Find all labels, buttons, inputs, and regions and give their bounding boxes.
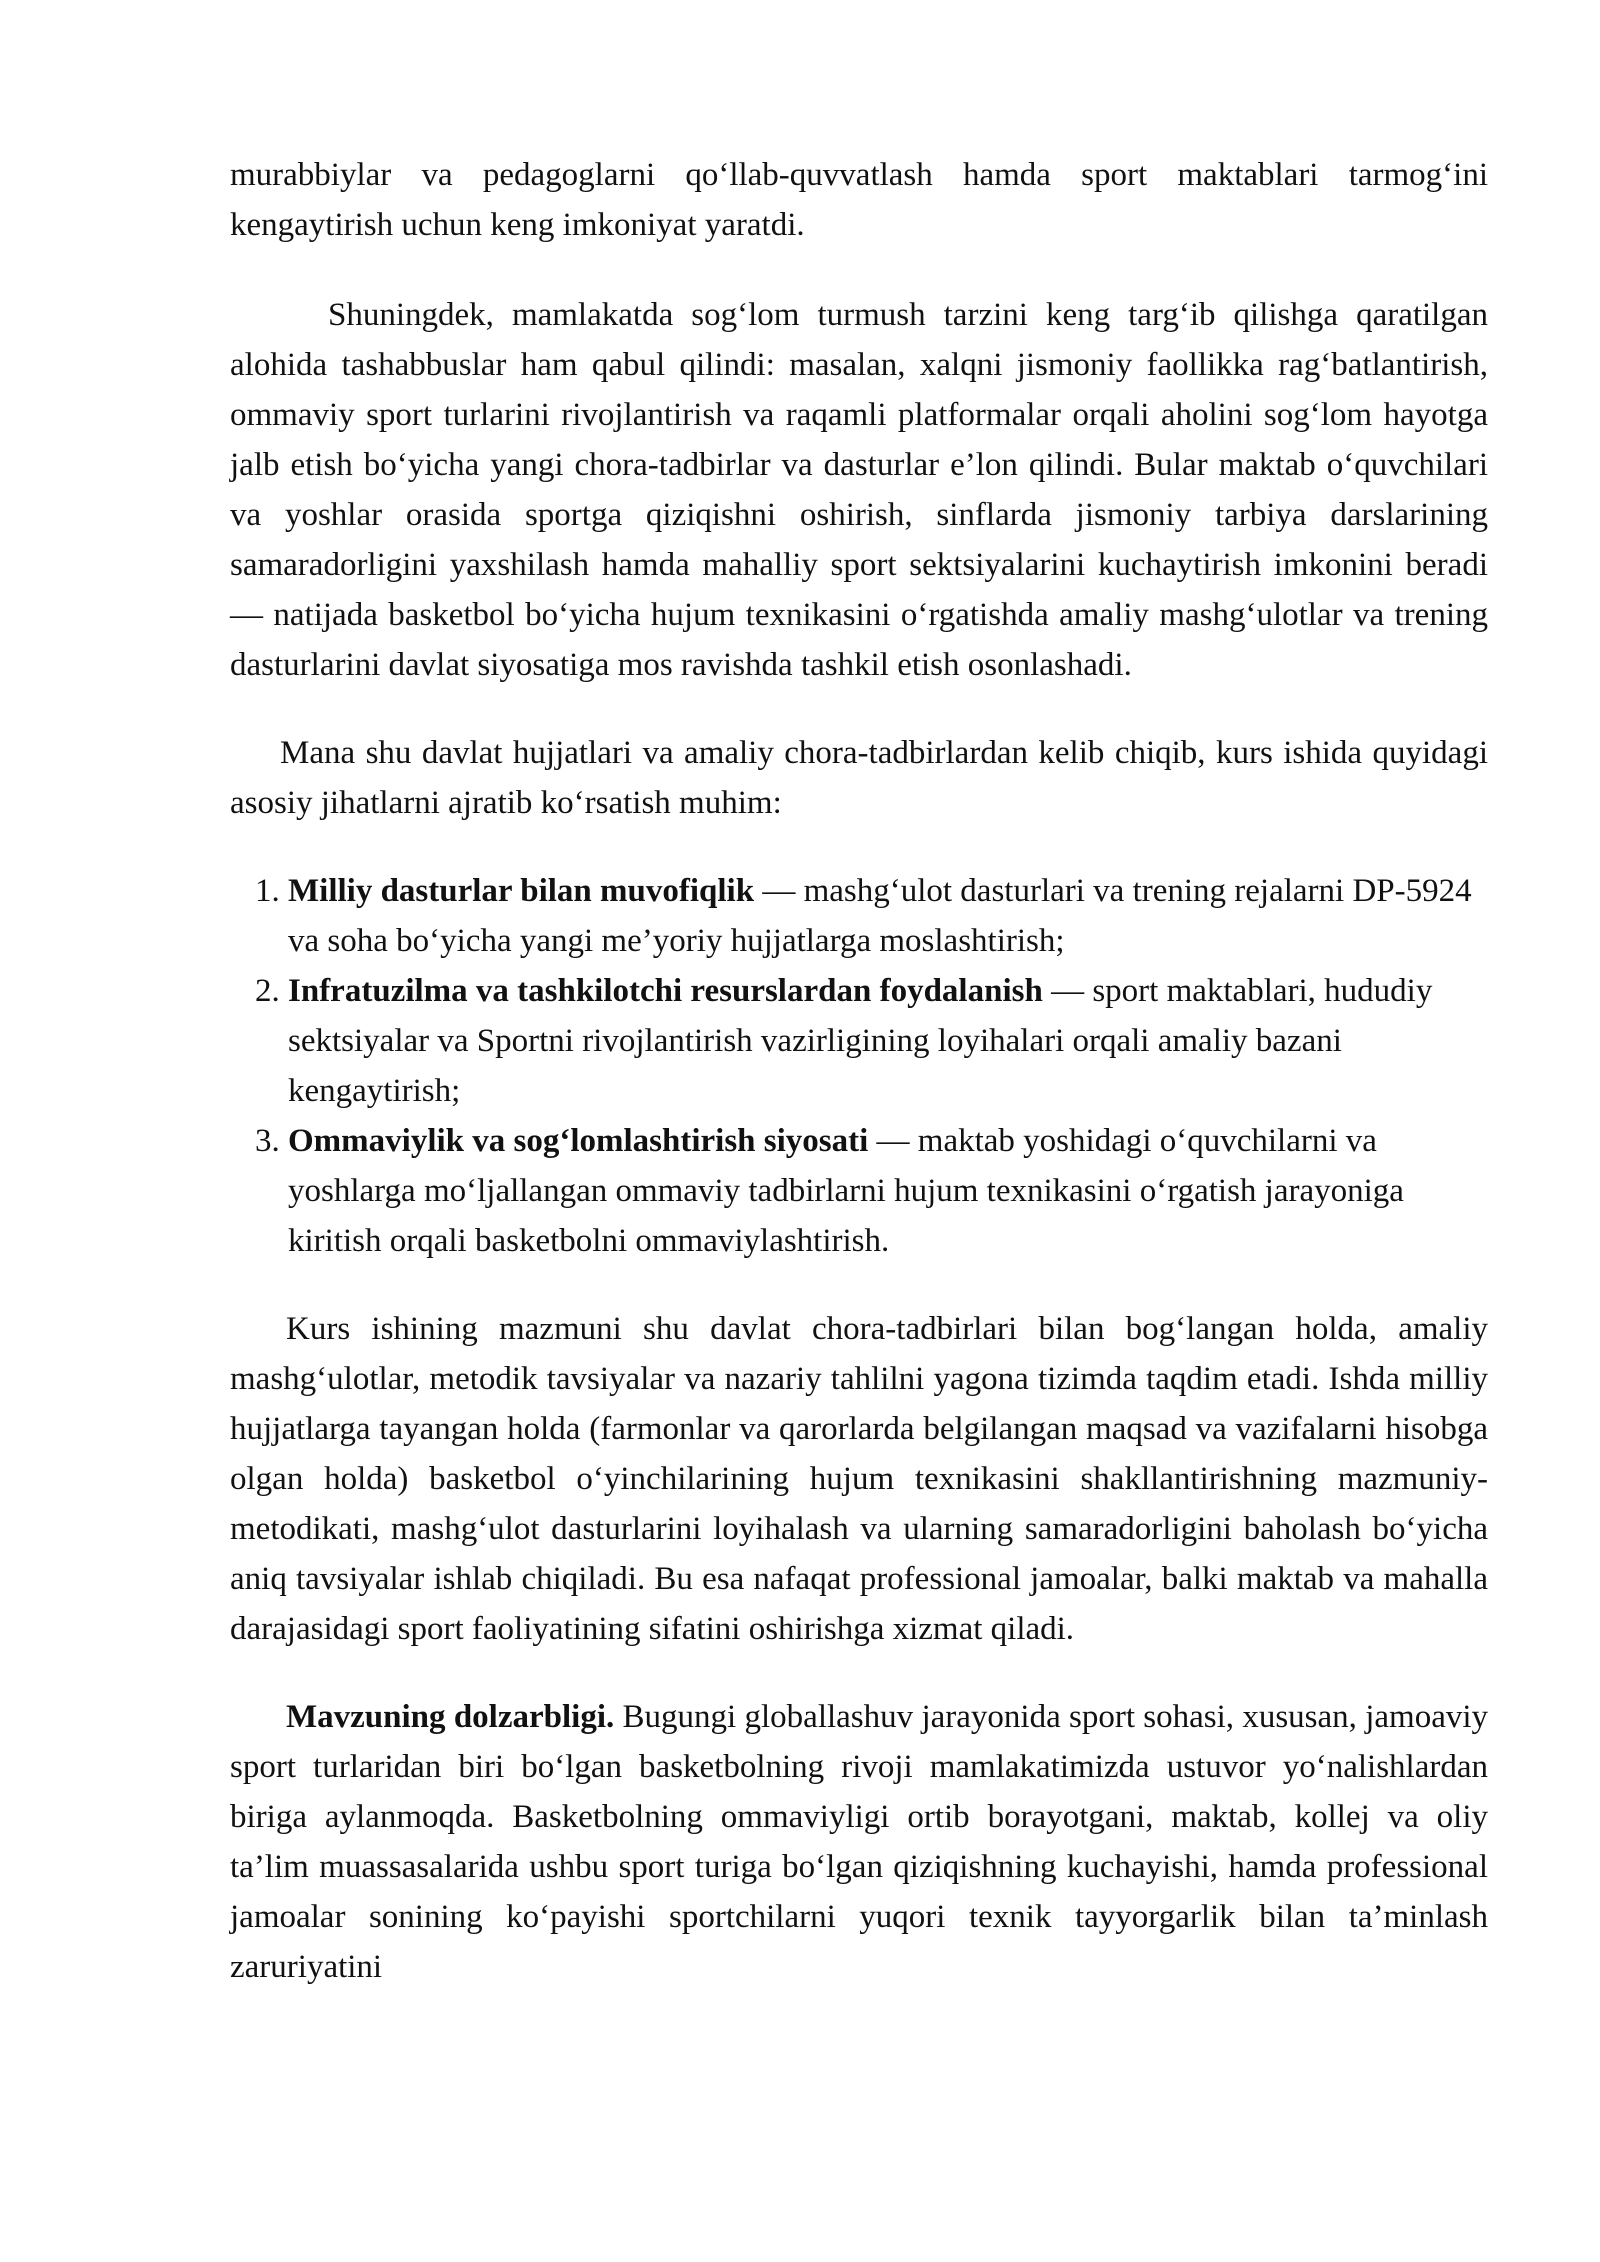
paragraph-topic-relevance <box>230 1692 1488 1992</box>
topic-relevance-text: Bugungi globallashuv jarayonida sport sohasi, xususan, jamoaviy sport turlaridan biri bo‘lgan basketbolning rivoji mamlakatimizda ustuvor yo‘nalishlardan biriga aylanmoqda. Basketbolning ommaviyligi ortib borayotgani, maktab, kollej va oliy ta’lim muassasalarida ushbu sport turiga bo‘lgan qiziqishning kuchayishi, hamda professional jamoalar sonining ko‘payishi sportchilarni yuqori texnik tayyorgarlik bilan ta’minlash zaruriyatini <box>230 1699 1489 1985</box>
topic-relevance-heading: Mavzuning dolzarbligi. <box>286 1699 615 1735</box>
list-item-text: — mashg‘ulot dasturlari va trening rejalarni DP-5924 va soha bo‘yicha yangi me’yoriy hujjatlarga moslashtirish; <box>288 873 1472 959</box>
key-aspects-list <box>230 866 1488 1266</box>
list-item-text: — maktab yoshidagi o‘quvchilarni va yoshlarga mo‘ljallangan ommaviy tadbirlarni hujum texnikasini o‘rgatish jarayoniga kiritish orqali basketbolni ommaviylashtirish. <box>288 1123 1404 1259</box>
paragraph-course-content: Kurs ishining mazmuni shu davlat chora-tadbirlari bilan bog‘langan holda, amaliy mashg‘ulotlar, metodik tavsiyalar va nazariy tahlilni yagona tizimda taqdim etadi. Ishda milliy hujjatlarga tayangan holda (farmonlar va qarorlarda belgilangan maqsad va vazifalarni hisobga olgan holda) basketbol o‘yinchilarining hujum texnikasini shakllantirishning mazmuniy-metodikati, mashg‘ulot dasturlarini loyihalash va ularning samaradorligini baholash bo‘yicha aniq tavsiyalar ishlab chiqiladi. Bu esa nafaqat professional jamoalar, balki maktab va mahalla darajasidagi sport faoliyatining sifatini oshirishga xizmat qiladi. <box>230 1311 1488 1647</box>
paragraph-key-aspects-intro: Mana shu davlat hujjatlari va amaliy chora-tadbirlardan kelib chiqib, kurs ishida quyidagi asosiy jihatlarni ajratib ko‘rsatish muhim: <box>230 735 1488 821</box>
list-item-heading: Infratuzilma va tashkilotchi resurslardan foydalanish <box>288 973 1043 1009</box>
list-item <box>288 866 1488 966</box>
list-item-text: — sport maktablari, hududiy sektsiyalar va Sportni rivojlantirish vazirligining loyihalari orqali amaliy bazani kengaytirish; <box>288 973 1433 1109</box>
paragraph-intro-continuation: murabbiylar va pedagoglarni qo‘llab-quvvatlash hamda sport maktablari tarmog‘ini kengaytirish uchun keng imkoniyat yaratdi. <box>230 157 1488 243</box>
list-item-heading: Milliy dasturlar bilan muvofiqlik <box>288 873 755 909</box>
document-page <box>230 150 1488 1992</box>
list-item <box>288 1116 1488 1266</box>
list-item-heading: Ommaviylik va sog‘lomlashtirish siyosati <box>288 1123 869 1159</box>
paragraph-healthy-lifestyle-initiatives: Shuningdek, mamlakatda sog‘lom turmush tarzini keng targ‘ib qilishga qaratilgan alohida tashabbuslar ham qabul qilindi: masalan, xalqni jismoniy faollikka rag‘batlantirish, ommaviy sport turlarini rivojlantirish va raqamli platformalar orqali aholini sog‘lom hayotga jalb etish bo‘yicha yangi chora-tadbirlar va dasturlar e’lon qilindi. Bular maktab o‘quvchilari va yoshlar orasida sportga qiziqishni oshirish, sinflarda jismoniy tarbiya darslarining samaradorligini yaxshilash hamda mahalliy sport sektsiyalarini kuchaytirish imkonini beradi — natijada basketbol bo‘yicha hujum texnikasini o‘rgatishda amaliy mashg‘ulotlar va trening dasturlarini davlat siyosatiga mos ravishda tashkil etish osonlashadi. <box>230 297 1488 683</box>
list-item <box>288 966 1488 1116</box>
